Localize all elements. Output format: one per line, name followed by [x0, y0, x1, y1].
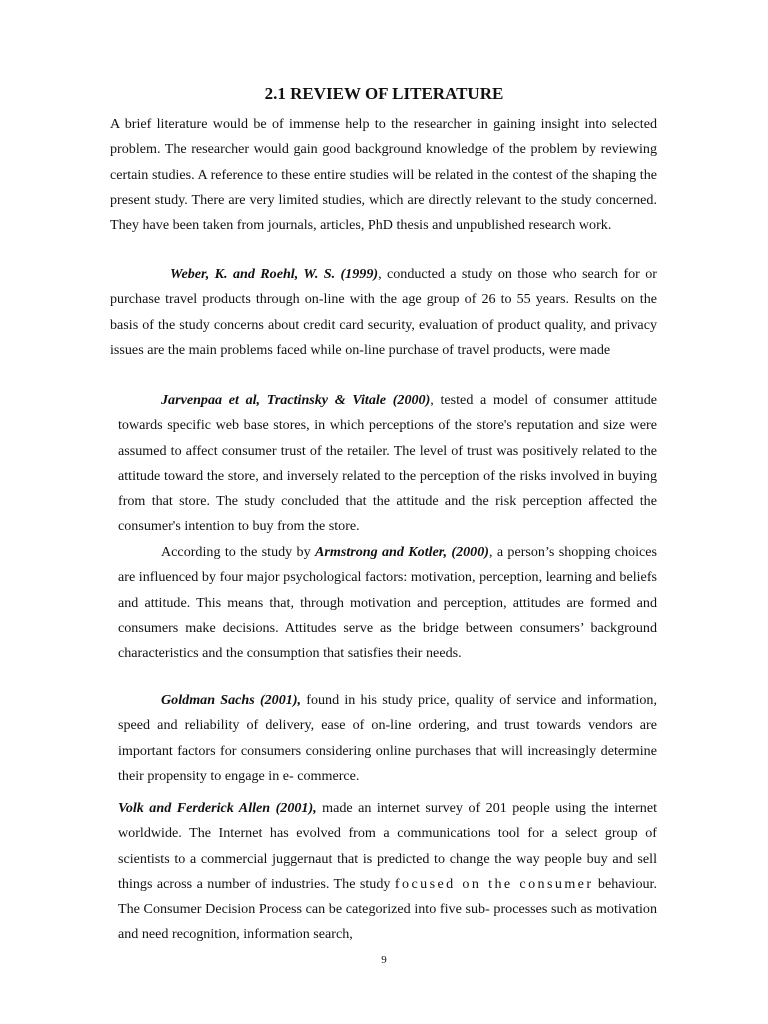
paragraph-volk-text: made an internet survey of 201 people using the internet worldwide. The Internet has evolved from a communications tool for a select group of scientists to a commercial juggernaut that is predicted to change the way people buy and sell things across a number of industries. The study [118, 800, 658, 892]
citation-volk: Volk and Ferderick Allen (2001), [118, 800, 317, 816]
paragraph-volk-end: behaviour. The Consumer Decision Process can be categorized into five sub- processes such as motivation and need recognition, information search, [118, 875, 657, 943]
citation-goldman: Goldman Sachs (2001), [161, 692, 302, 708]
paragraph-volk [118, 796, 657, 948]
paragraph-goldman-text: found in his study price, quality of service and information, speed and reliability of delivery, ease of on-line ordering, and trust towards vendors are important factors for consumers considering online purchases that will increasingly determine their propensity to engage in e- commerce. [118, 692, 657, 784]
paragraph-weber [110, 262, 657, 363]
paragraph-volk-spaced: focused on the consumer [394, 875, 594, 892]
paragraph-intro: A brief literature would be of immense help to the researcher in gaining insight into selected problem. The researcher would gain good background knowledge of the problem by reviewing certain studies. A reference to these entire studies will be related in the contest of the shaping the present study. There are very limited studies, which are directly relevant to the study concerned. They have been taken from journals, articles, PhD thesis and unpublished research work. [110, 116, 657, 234]
paragraph-armstrong-text: , a person’s shopping choices are influenced by four major psychological factors: motivation, perception, learning and beliefs and attitude. This means that, through motivation and perception, attitudes are formed and consumers make decisions. Attitudes serve as the bridge between consumers’ background characteristics and the consumption that satisfies their needs. [118, 544, 657, 662]
paragraph-jarvenpaa-text: , tested a model of consumer attitude towards specific web base stores, in which perceptions of the store's reputation and size were assumed to affect consumer trust of the retailer. The level of trust was positively related to the attitude toward the store, and inversely related to the perception of the risks involved in buying from that store. The study concluded that the attitude and the risk perception affected the consumer's intention to buy from the store. [118, 392, 658, 535]
paragraph-jarvenpaa [118, 388, 657, 540]
section-title: 2.1 REVIEW OF LITERATURE [264, 84, 504, 103]
page-number: 9 [381, 954, 387, 966]
paragraph-armstrong [118, 540, 657, 666]
citation-weber: Weber, K. and Roehl, W. S. (1999) [170, 266, 379, 282]
citation-armstrong: Armstrong and Kotler, (2000) [315, 544, 489, 560]
citation-jarvenpaa: Jarvenpaa et al, Tractinsky & Vitale (2000) [161, 392, 431, 408]
paragraph-armstrong-lead: According to the study by [161, 544, 315, 560]
paragraph-goldman [118, 688, 657, 789]
paragraph-weber-text: , conducted a study on those who search for or purchase travel products through on-line with the age group of 26 to 55 years. Results on the basis of the study concerns about credit card security, evaluation of product quality, and privacy issues are the main problems faced while on-line purchase of travel products, were made [110, 266, 657, 358]
